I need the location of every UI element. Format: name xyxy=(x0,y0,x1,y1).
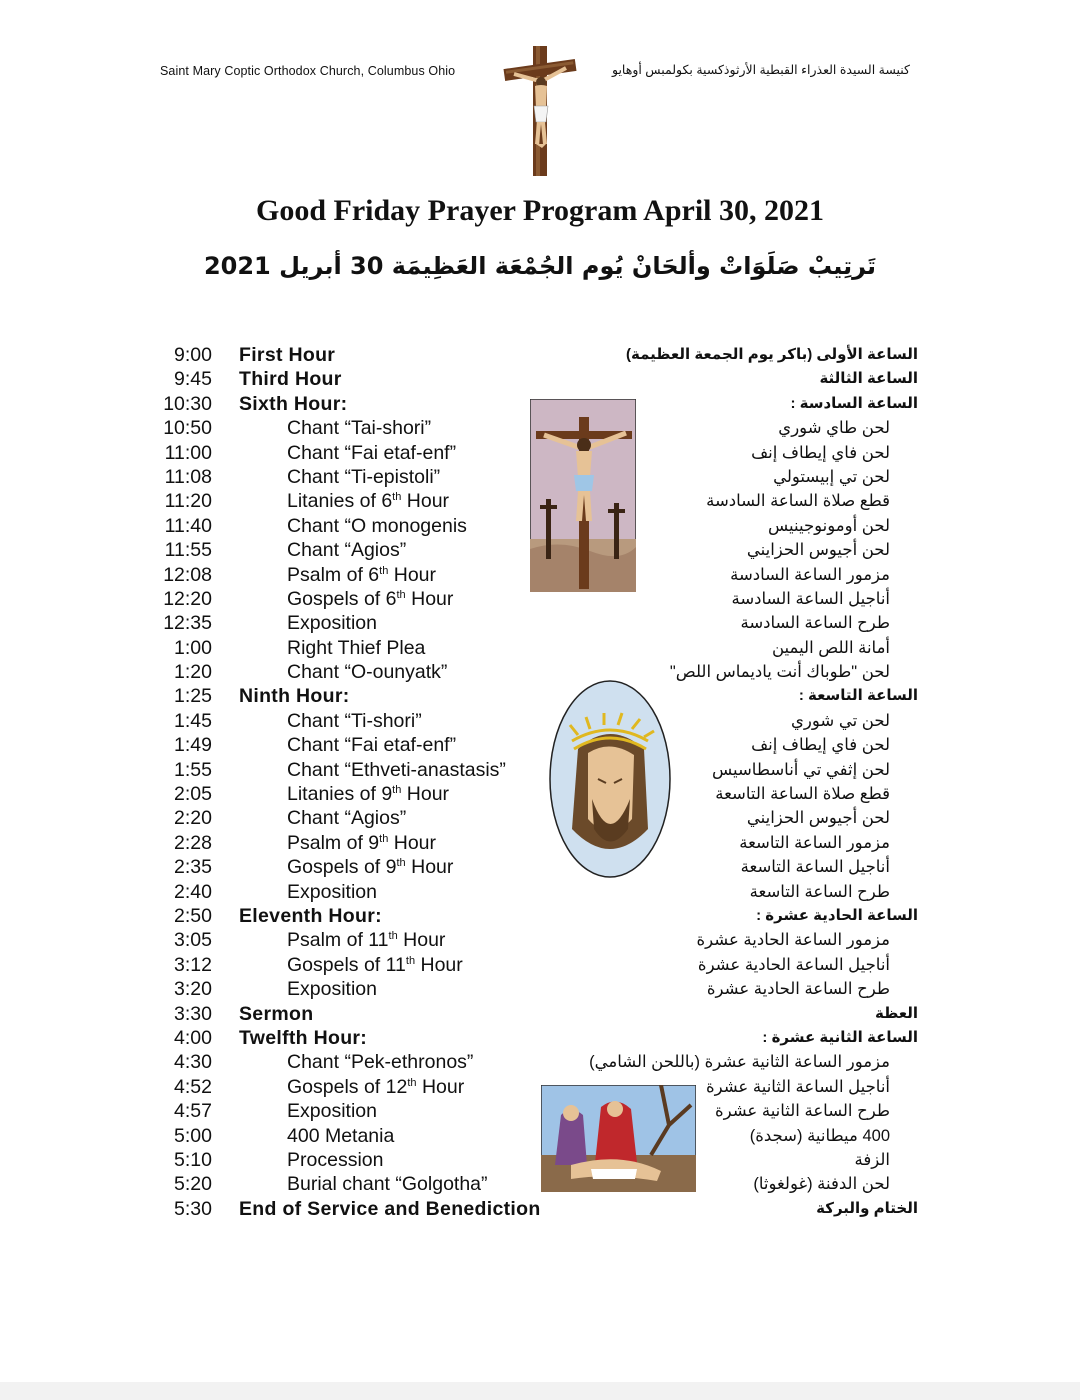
schedule-time: 3:12 xyxy=(174,953,212,976)
schedule-time: 3:05 xyxy=(174,929,212,952)
schedule-title-english xyxy=(287,831,436,855)
schedule-title-english: Chant “Agios” xyxy=(287,807,407,830)
schedule-title-english: Chant “Fai etaf-enf” xyxy=(287,734,457,757)
schedule-title-english: Twelfth Hour: xyxy=(239,1026,368,1049)
schedule-title-english: Eleventh Hour: xyxy=(239,904,382,927)
schedule-title-english: Chant “Agios” xyxy=(287,539,407,562)
schedule-time: 11:08 xyxy=(164,465,212,488)
title-suffix: Hour xyxy=(388,831,437,854)
title-suffix: Hour xyxy=(405,856,454,879)
schedule-title-english: Chant “O monogenis xyxy=(287,514,467,537)
schedule-time: 12:35 xyxy=(163,612,212,635)
crucifixion-scene-picture xyxy=(530,399,636,592)
schedule-title-arabic: طرح الساعة الثانية عشرة xyxy=(714,1102,890,1121)
schedule-item-row xyxy=(0,1124,1080,1148)
schedule-title-arabic: الساعة الثالثة xyxy=(819,370,918,388)
title-suffix: Hour xyxy=(401,490,450,513)
schedule-time: 11:40 xyxy=(164,514,212,537)
ordinal-suffix: th xyxy=(396,857,406,870)
schedule-title-arabic: لحن الدفنة (غولغوثا) xyxy=(753,1175,890,1194)
schedule-time: 2:20 xyxy=(174,807,212,830)
schedule-time: 3:30 xyxy=(174,1002,212,1025)
schedule-time: 2:40 xyxy=(174,880,212,903)
schedule-title-arabic: مزمور الساعة الثانية عشرة (باللحن الشامي) xyxy=(589,1053,890,1072)
schedule-title-english: Sermon xyxy=(239,1002,314,1025)
schedule-title-arabic: أناجيل الساعة الثانية عشرة xyxy=(705,1077,890,1096)
schedule-title-arabic: الختام والبركة xyxy=(816,1199,918,1217)
title-suffix: Hour xyxy=(405,587,454,610)
title-prefix: Litanies of xyxy=(287,490,382,513)
schedule-time: 5:20 xyxy=(174,1173,212,1196)
schedule-section-row xyxy=(0,1026,1080,1050)
schedule-title-arabic: لحن فاي إيطاف إنف xyxy=(751,736,890,755)
schedule-title-english xyxy=(287,1075,464,1099)
schedule-time: 4:52 xyxy=(174,1075,212,1098)
title-suffix: Hour xyxy=(388,563,437,586)
schedule-title-arabic: مزمور الساعة السادسة xyxy=(730,565,890,584)
schedule-time: 12:08 xyxy=(163,563,212,586)
schedule-section-row xyxy=(0,1197,1080,1221)
church-name-english: Saint Mary Coptic Orthodox Church, Columbus Ohio xyxy=(160,64,456,78)
hour-number: 9 xyxy=(368,831,380,854)
hour-number: 9 xyxy=(385,856,397,879)
hour-number: 11 xyxy=(368,929,389,952)
schedule-item-row xyxy=(0,1172,1080,1196)
schedule-time: 12:20 xyxy=(163,587,212,610)
hour-number: 12 xyxy=(385,1075,408,1098)
title-prefix: Gospels of xyxy=(287,856,386,879)
schedule-title-english xyxy=(287,563,436,587)
schedule-item-row xyxy=(0,1148,1080,1172)
schedule-time: 1:49 xyxy=(174,734,212,757)
schedule-section-row xyxy=(0,367,1080,391)
schedule-time: 2:05 xyxy=(174,783,212,806)
schedule-time: 1:55 xyxy=(174,758,212,781)
schedule-time: 9:00 xyxy=(174,344,212,366)
title-suffix: Hour xyxy=(401,783,450,806)
schedule-time: 2:35 xyxy=(174,856,212,879)
schedule-time: 4:30 xyxy=(174,1051,212,1074)
schedule-time: 5:30 xyxy=(174,1197,212,1220)
schedule-time: 4:00 xyxy=(174,1026,212,1049)
schedule-title-english xyxy=(287,928,445,952)
schedule-time: 11:00 xyxy=(164,441,212,464)
schedule-item-row xyxy=(0,1050,1080,1074)
ordinal-suffix: th xyxy=(392,491,402,504)
schedule-title-english xyxy=(287,855,453,879)
schedule-title-arabic: لحن تي شوري xyxy=(791,711,890,730)
schedule-title-english: Procession xyxy=(287,1148,384,1171)
ordinal-suffix: th xyxy=(396,588,406,601)
schedule-item-row xyxy=(0,660,1080,684)
page-title-arabic: تَرتِيبْ صَلَوَاتْ وألحَانْ يُوم الجُمْعَة العَظِيمَة 30 أبريل 2021 xyxy=(203,252,877,280)
title-prefix: Psalm of xyxy=(287,831,369,854)
ordinal-suffix: th xyxy=(392,784,402,797)
schedule-item-row xyxy=(0,1099,1080,1123)
schedule-title-english: Third Hour xyxy=(239,368,342,391)
schedule-title-english: 400 Metania xyxy=(287,1124,395,1147)
schedule-title-english xyxy=(287,782,449,806)
schedule-title-arabic: لحن فاي إيطاف إنف xyxy=(751,443,890,462)
bottom-edge-band xyxy=(0,1382,1080,1400)
schedule-title-english: Ninth Hour: xyxy=(239,685,350,708)
schedule-title-arabic: أمانة اللص اليمين xyxy=(771,638,890,657)
schedule-section-row xyxy=(0,343,1080,367)
title-suffix: Hour xyxy=(397,929,446,952)
schedule-time: 11:20 xyxy=(164,490,212,513)
schedule-time: 5:10 xyxy=(174,1148,212,1171)
schedule-title-arabic: العظة xyxy=(875,1004,918,1022)
schedule-title-english: End of Service and Benediction xyxy=(239,1197,541,1220)
schedule-title-english: Chant “O-ounyatk” xyxy=(287,661,448,684)
crucifix-icon xyxy=(500,44,580,178)
ordinal-suffix: th xyxy=(405,954,416,967)
schedule-title-arabic: لحن تي إبيستولي xyxy=(773,467,890,486)
page-title-english: Good Friday Prayer Program April 30, 2021 xyxy=(256,194,824,227)
ordinal-suffix: th xyxy=(388,930,398,943)
schedule-title-arabic: مزمور الساعة الحادية عشرة xyxy=(696,931,890,950)
schedule-title-arabic: طرح الساعة التاسعة xyxy=(749,882,890,901)
schedule-time: 3:20 xyxy=(174,978,212,1001)
schedule-title-english: Chant “Ethveti-anastasis” xyxy=(287,758,506,781)
schedule-item-row xyxy=(0,636,1080,660)
schedule-title-arabic: لحن إثفي تي أناسطاسيس xyxy=(711,760,890,779)
schedule-title-arabic: لحن أومونوجينيس xyxy=(767,516,890,535)
schedule-time: 2:50 xyxy=(174,904,212,927)
schedule-title-english: Chant “Tai-shori” xyxy=(287,417,432,440)
schedule-title-english: Chant “Fai etaf-enf” xyxy=(287,441,457,464)
hour-number: 11 xyxy=(385,953,406,976)
schedule-title-arabic: الساعة الأولى (باكر يوم الجمعة العظيمة) xyxy=(626,346,918,363)
schedule-title-arabic: لحن أجيوس الحزايني xyxy=(746,809,890,828)
schedule-title-arabic: أناجيل الساعة الحادية عشرة xyxy=(697,955,890,974)
schedule-time: 1:25 xyxy=(174,685,212,708)
schedule-item-row xyxy=(0,880,1080,904)
schedule-time: 1:00 xyxy=(174,636,212,659)
schedule-title-arabic: الساعة الحادية عشرة : xyxy=(756,906,918,924)
lamentation-scene-picture xyxy=(541,1085,696,1192)
schedule-title-english: Exposition xyxy=(287,1100,377,1123)
schedule-time: 9:45 xyxy=(174,368,212,391)
schedule-title-english xyxy=(287,489,449,513)
schedule-time: 1:20 xyxy=(174,661,212,684)
schedule-time: 11:55 xyxy=(164,539,212,562)
schedule-title-arabic: الساعة الثانية عشرة : xyxy=(762,1028,918,1046)
schedule-item-row xyxy=(0,733,1080,757)
schedule-item-row xyxy=(0,1075,1080,1099)
hour-number: 6 xyxy=(385,587,397,610)
schedule-section-row xyxy=(0,904,1080,928)
crown-of-thorns-picture xyxy=(548,679,672,879)
schedule-section-row xyxy=(0,684,1080,708)
title-prefix: Psalm of xyxy=(287,929,369,952)
schedule-title-english: Exposition xyxy=(287,880,377,903)
schedule-title-english: Exposition xyxy=(287,612,377,635)
schedule-time: 2:28 xyxy=(174,831,212,854)
title-suffix: Hour xyxy=(416,1075,465,1098)
title-prefix: Gospels of xyxy=(287,953,386,976)
schedule-item-row xyxy=(0,782,1080,806)
schedule-item-row xyxy=(0,806,1080,830)
schedule-title-english: Right Thief Plea xyxy=(287,636,426,659)
schedule-title-arabic: طرح الساعة الحادية عشرة xyxy=(706,980,890,999)
schedule-title-arabic: أناجيل الساعة السادسة xyxy=(731,589,890,608)
schedule-title-arabic: طرح الساعة السادسة xyxy=(740,614,890,633)
schedule-title-arabic: الساعة السادسة : xyxy=(790,394,918,412)
schedule-time: 1:45 xyxy=(174,709,212,732)
schedule-item-row xyxy=(0,928,1080,952)
schedule-title-english: Burial chant “Golgotha” xyxy=(287,1173,488,1196)
schedule-time: 10:30 xyxy=(163,392,212,415)
schedule-item-row xyxy=(0,855,1080,879)
hour-number: 9 xyxy=(381,783,393,806)
schedule-item-row xyxy=(0,709,1080,733)
schedule-title-arabic: الزفة xyxy=(854,1150,890,1169)
schedule-title-arabic: أناجيل الساعة التاسعة xyxy=(740,858,890,877)
church-name-arabic: كنيسة السيدة العذراء القبطية الأرثوذكسية بكولمبس أوهايو xyxy=(611,63,910,77)
schedule-item-row xyxy=(0,758,1080,782)
ordinal-suffix: th xyxy=(379,564,389,577)
title-prefix: Psalm of xyxy=(287,563,369,586)
schedule-title-english: First Hour xyxy=(239,344,336,366)
schedule-title-english: Chant “Ti-shori” xyxy=(287,709,422,732)
schedule-time: 4:57 xyxy=(174,1100,212,1123)
schedule-title-arabic: الساعة التاسعة : xyxy=(798,687,918,705)
schedule-title-arabic: لحن أجيوس الحزايني xyxy=(746,541,890,560)
schedule-item-row xyxy=(0,977,1080,1001)
title-prefix: Gospels of xyxy=(287,587,386,610)
schedule-title-english xyxy=(287,953,463,977)
schedule-time: 5:00 xyxy=(174,1124,212,1147)
schedule-title-arabic: 400 ميطانية (سجدة) xyxy=(749,1126,890,1145)
schedule-title-english: Sixth Hour: xyxy=(239,392,348,415)
schedule-title-english xyxy=(287,587,453,611)
schedule-title-english: Chant “Pek-ethronos” xyxy=(287,1051,474,1074)
schedule-section-row xyxy=(0,1002,1080,1026)
schedule-title-english: Chant “Ti-epistoli” xyxy=(287,465,441,488)
ordinal-suffix: th xyxy=(379,832,389,845)
title-prefix: Gospels of xyxy=(287,1075,386,1098)
title-suffix: Hour xyxy=(415,953,463,976)
schedule-title-arabic: قطع صلاة الساعة التاسعة xyxy=(715,785,890,804)
schedule-item-row xyxy=(0,611,1080,635)
schedule-title-arabic: لحن "طوباك أنت ياديماس اللص" xyxy=(669,663,890,682)
title-prefix: Litanies of xyxy=(287,783,382,806)
ordinal-suffix: th xyxy=(407,1076,417,1089)
schedule-time: 10:50 xyxy=(163,417,212,440)
schedule-title-arabic: لحن طاي شوري xyxy=(778,419,890,438)
schedule-title-arabic: قطع صلاة الساعة السادسة xyxy=(706,492,890,511)
hour-number: 6 xyxy=(368,563,380,586)
schedule-title-arabic: مزمور الساعة التاسعة xyxy=(739,833,890,852)
hour-number: 6 xyxy=(381,490,393,513)
schedule-title-english: Exposition xyxy=(287,978,377,1001)
schedule-item-row xyxy=(0,831,1080,855)
schedule-item-row xyxy=(0,953,1080,977)
